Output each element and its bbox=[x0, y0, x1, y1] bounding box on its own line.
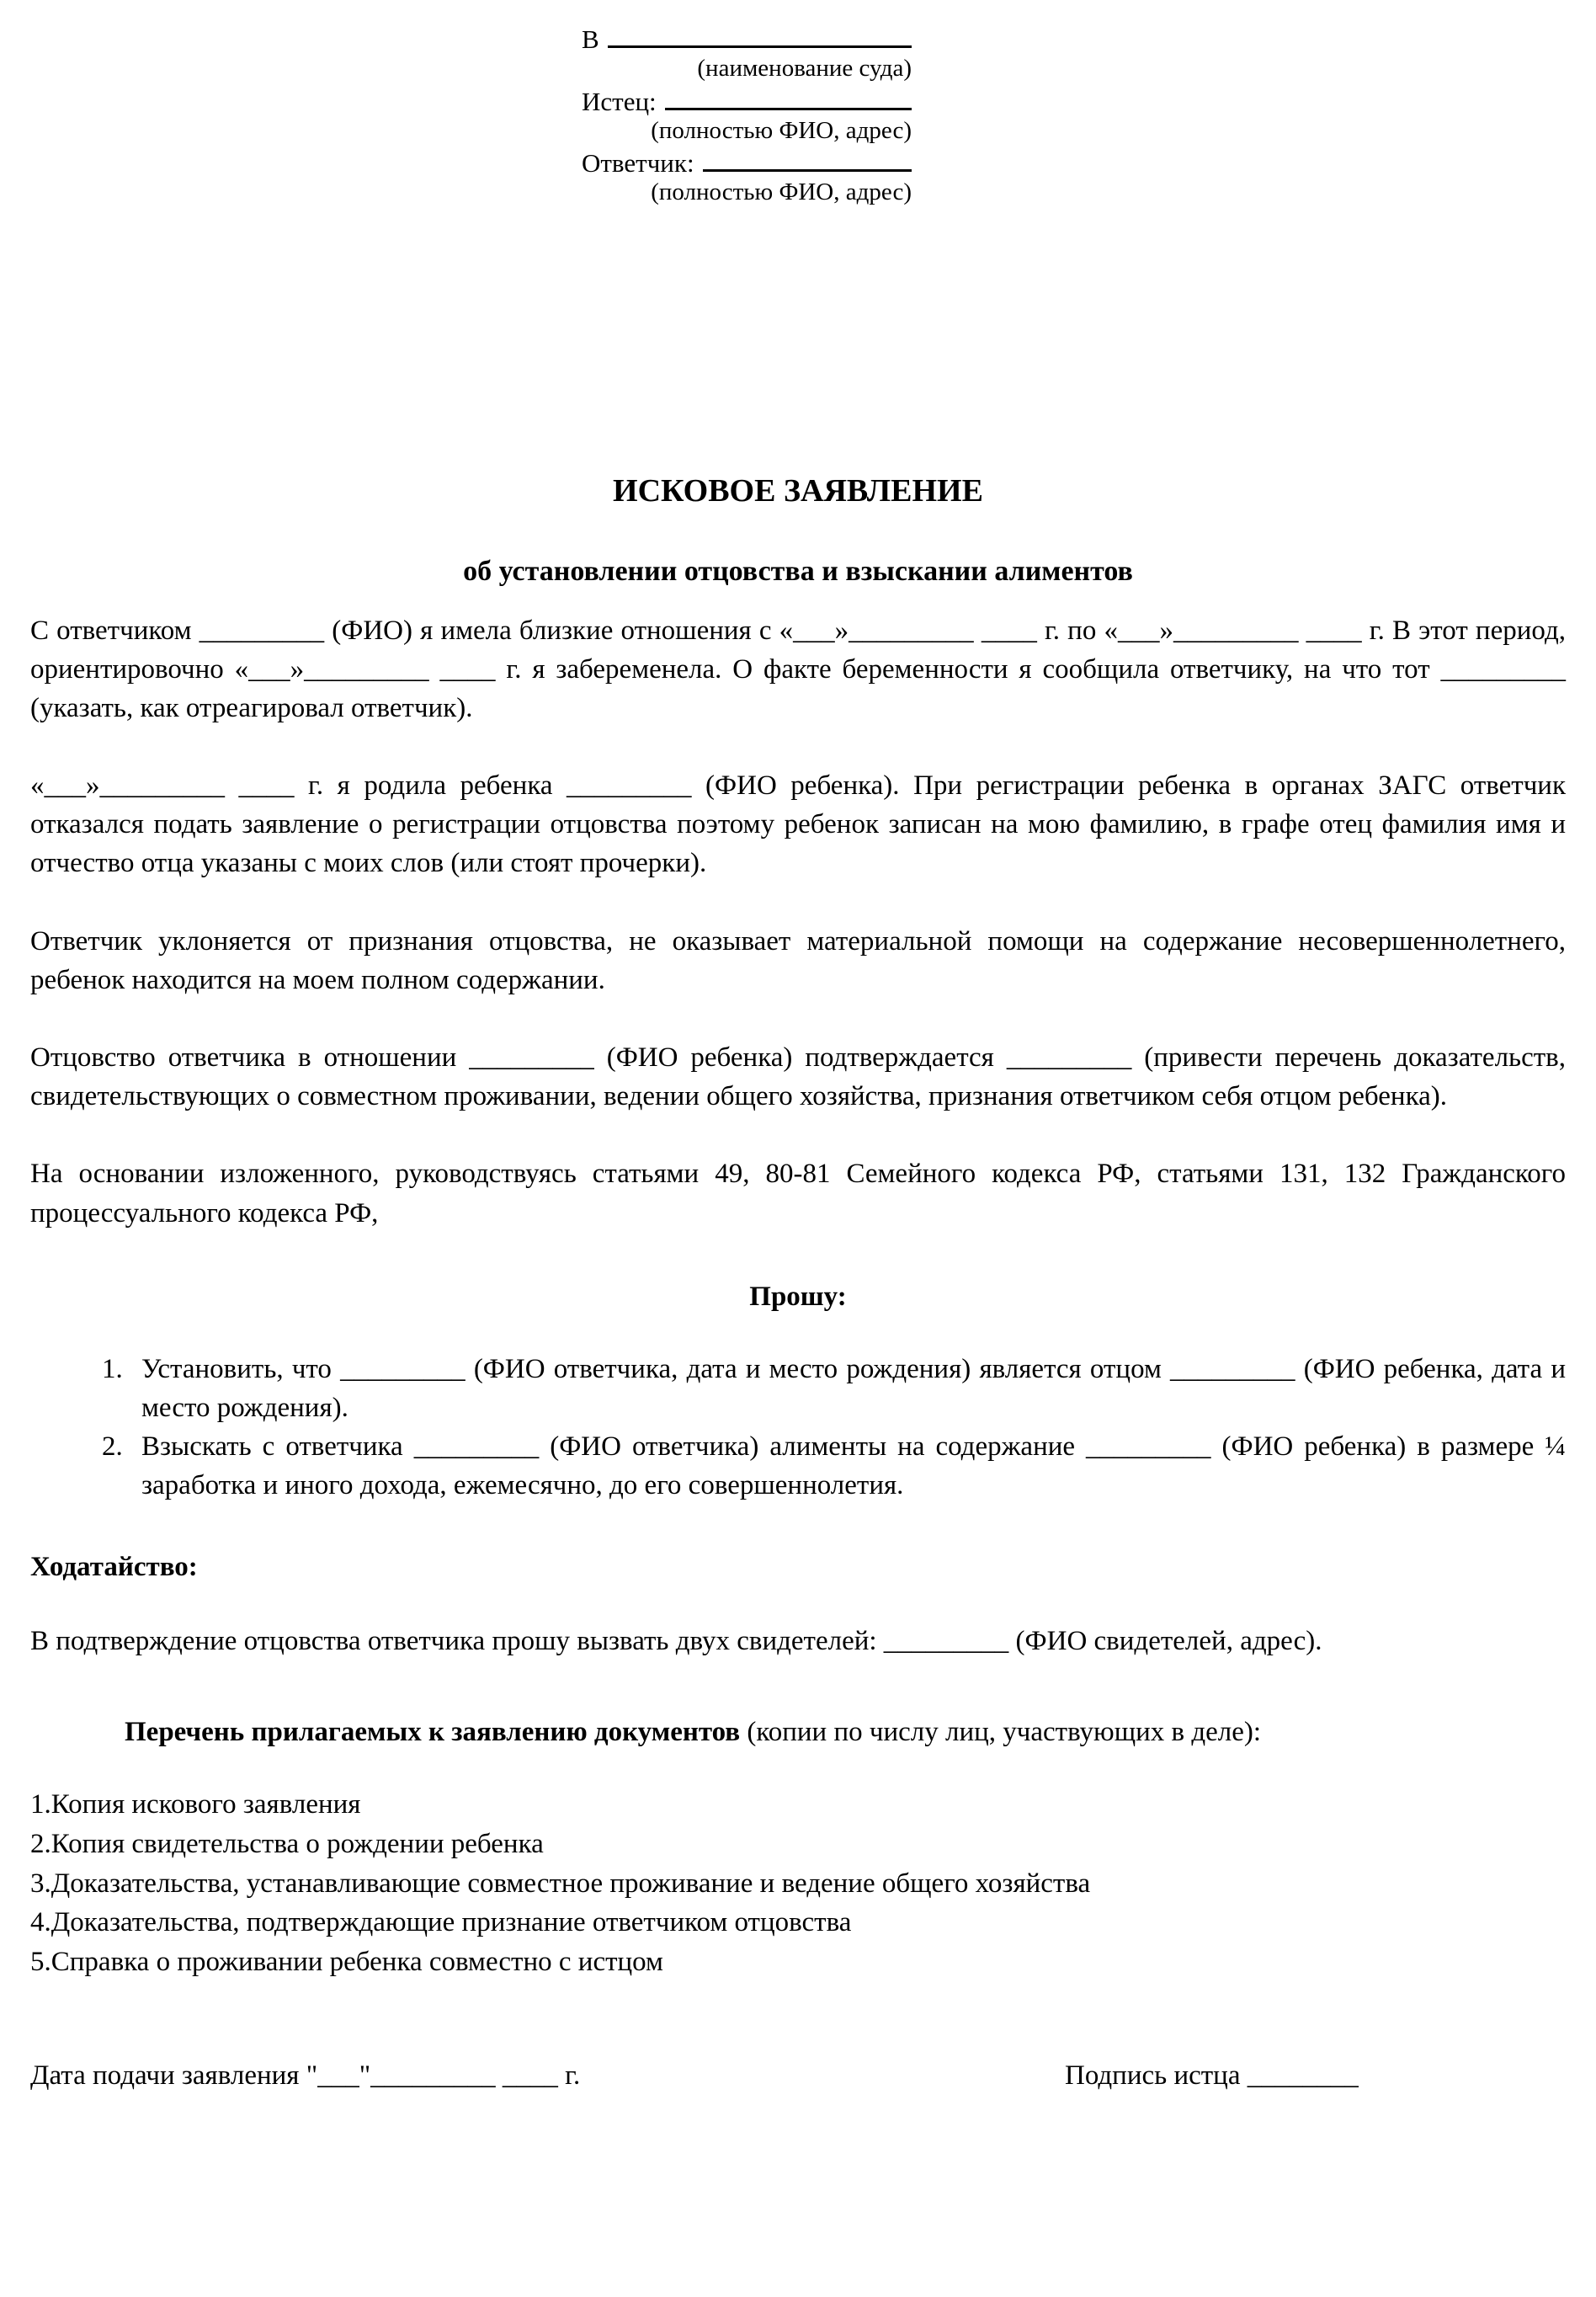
court-name-caption: (наименование суда) bbox=[697, 55, 912, 83]
court-name-row bbox=[582, 21, 912, 55]
document-subtitle: об установлении отцовства и взыскании алиментов bbox=[463, 555, 1133, 587]
attachments-heading-bold: Перечень прилагаемых к заявлению документов bbox=[125, 1716, 741, 1747]
request-item-establish-paternity: 1. Установить, что _________ (ФИО ответчика, дата и место рождения) является отцом _________ (ФИО ребенка, дата и место рождения). bbox=[130, 1350, 1566, 1427]
defendant-row bbox=[582, 145, 912, 179]
plaintiff-signature-label: Подпись истца ________ bbox=[1065, 2060, 1359, 2092]
motion-text: В подтверждение отцовства ответчика прошу вызвать двух свидетелей: _________ (ФИО свидетелей, адрес). bbox=[30, 1625, 1322, 1656]
defendant-caption: (полностью ФИО, адрес) bbox=[651, 179, 912, 206]
request-heading: Прошу: bbox=[749, 1281, 847, 1312]
attachments-heading-rest: (копии по числу лиц, участвующих в деле): bbox=[740, 1716, 1262, 1747]
request-item-collect-alimony: 2. Взыскать с ответчика _________ (ФИО ответчика) алименты на содержание _________ (ФИО ребенка) в размере ¼ заработка и иного дохода, ежемесячно, до его совершеннолетия. bbox=[130, 1427, 1566, 1505]
document-title: ИСКОВОЕ ЗАЯВЛЕНИЕ bbox=[613, 472, 983, 509]
defendant-label: Ответчик: bbox=[582, 148, 694, 179]
paragraph-paternity-proof: Отцовство ответчика в отношении _________ (ФИО ребенка) подтверждается _________ (привести перечень доказательств, свидетельствующих о совместном проживании, ведении общего хозяйства, признания ответчиком себя отцом ребенка). bbox=[30, 1042, 1566, 1112]
request-list bbox=[30, 1350, 1566, 1506]
court-header-block bbox=[582, 21, 912, 207]
paragraph-child-birth: «___»_________ ____ г. я родила ребенка _________ (ФИО ребенка). При регистрации ребенка в органах ЗАГС ответчик отказался подать заявление о регистрации отцовства поэтому ребенок записан на мою фамилию, в графе отец фамилия имя и отчество отца указаны с моих слов (или стоят прочерки). bbox=[30, 770, 1566, 879]
paragraph-legal-grounds: На основании изложенного, руководствуясь статьями 49, 80-81 Семейного кодекса РФ, статьями 131, 132 Гражданского процессуального кодекса РФ, bbox=[30, 1159, 1566, 1228]
footer bbox=[30, 2056, 1566, 2095]
plaintiff-label: Истец: bbox=[582, 86, 657, 116]
attachment-item-claim-copy: 1.Копия искового заявления bbox=[30, 1788, 361, 1820]
attachment-item-cohabitation-evidence: 3.Доказательства, устанавливающие совместное проживание и ведение общего хозяйства bbox=[30, 1868, 1091, 1899]
paragraph-defendant-evasion: Ответчик уклоняется от признания отцовства, не оказывает материальной помощи на содержание несовершеннолетнего, ребенок находится на моем полном содержании. bbox=[30, 925, 1566, 995]
motion-heading: Ходатайство: bbox=[30, 1551, 198, 1582]
attachments-heading bbox=[30, 1713, 1566, 1751]
attachments-list bbox=[30, 1785, 1566, 1982]
court-name-blank-line bbox=[608, 21, 912, 48]
attachment-item-paternity-recognition-evidence: 4.Доказательства, подтверждающие признание ответчиком отцовства bbox=[30, 1907, 852, 1938]
paragraph-relationship: С ответчиком _________ (ФИО) я имела близкие отношения с «___»_________ ____ г. по «___»_________ ____ г. В этот период, ориентировочно «___»_________ ____ г. я забеременела. О факте беременности я сообщила ответчику, на что тот _________ (указать, как отреагировал ответчик). bbox=[30, 615, 1566, 723]
plaintiff-row bbox=[582, 83, 912, 117]
plaintiff-blank-line bbox=[665, 83, 912, 110]
plaintiff-caption: (полностью ФИО, адрес) bbox=[651, 116, 912, 144]
filing-date-label: Дата подачи заявления "___"_________ ____ г. bbox=[30, 2060, 581, 2092]
attachment-item-birth-certificate: 2.Копия свидетельства о рождении ребенка bbox=[30, 1828, 544, 1859]
court-label: В bbox=[582, 24, 599, 55]
attachment-item-residence-certificate: 5.Справка о проживании ребенка совместно с истцом bbox=[30, 1947, 663, 1978]
defendant-blank-line bbox=[703, 145, 912, 172]
